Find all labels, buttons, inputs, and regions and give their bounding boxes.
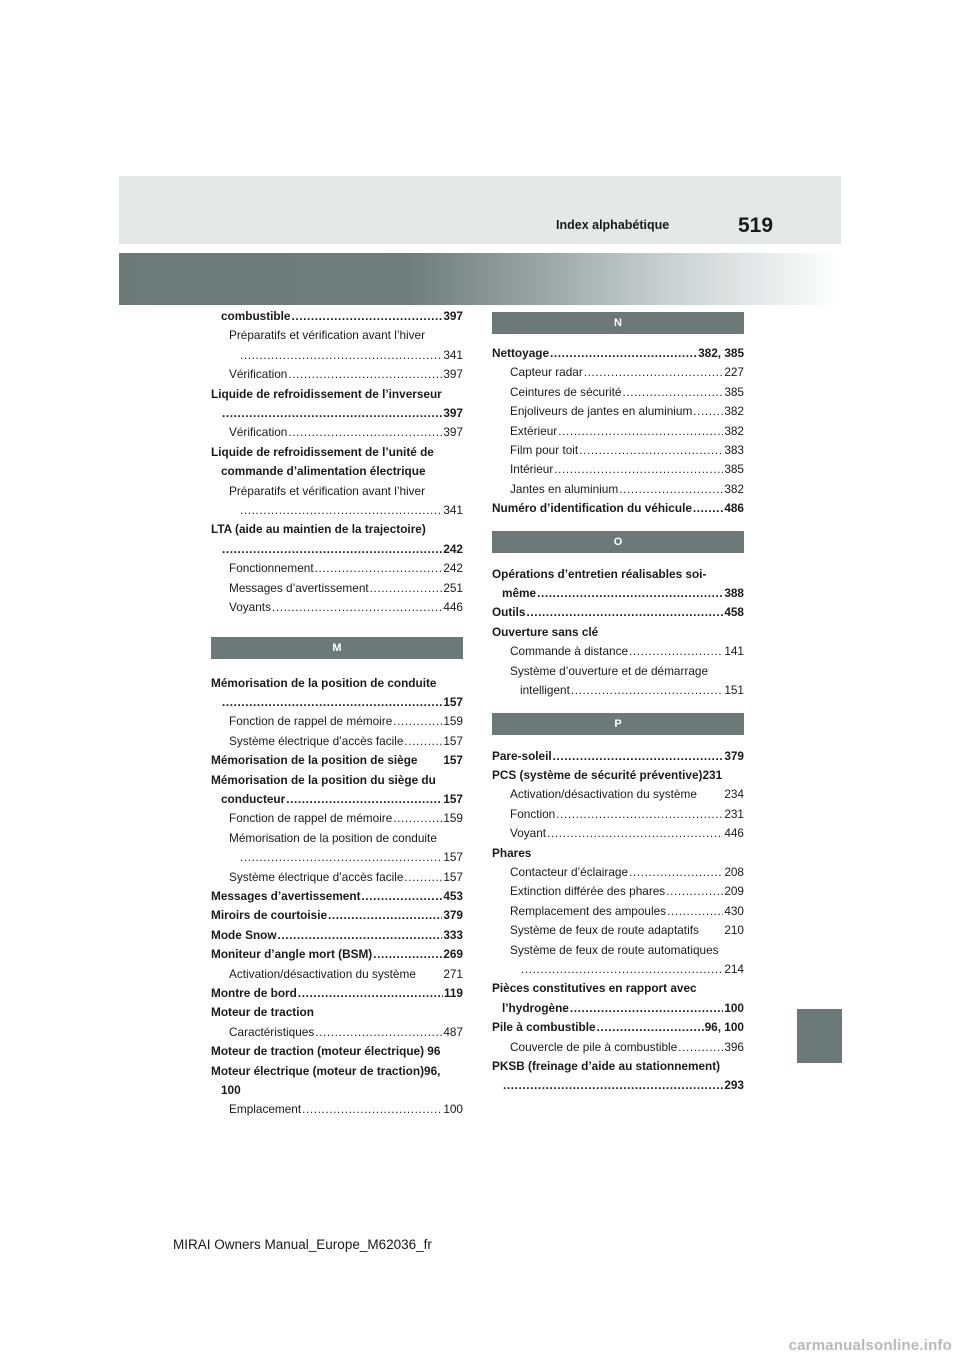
index-entry: ..... 242 — [211, 540, 463, 559]
index-entry: Moteur de traction — [211, 1005, 314, 1020]
index-entry: Couvercle de pile à combustible ..... 396 — [492, 1038, 744, 1057]
index-entry: ..... 341 — [211, 501, 463, 520]
section-header-n: N — [492, 312, 744, 334]
index-entry: Miroirs de courtoisie ..... 379 — [211, 906, 463, 925]
index-entry: ..... 293 — [492, 1076, 744, 1095]
index-entry: Ouverture sans clé — [492, 624, 599, 639]
index-entry: Mémorisation de la position du siège du — [211, 772, 436, 787]
index-entry: Opérations d’entretien réalisables soi- — [492, 566, 707, 581]
index-entry: Activation/désactivation du système 234 — [510, 787, 744, 802]
index-entry: Outils ..... 458 — [492, 603, 744, 622]
index-entry: Système d’ouverture et de démarrage — [510, 663, 709, 678]
section-header-o: O — [492, 531, 744, 553]
index-entry: Pièces constitutives en rapport avec — [492, 981, 697, 996]
index-entry: Commande à distance ..... 141 — [492, 642, 744, 661]
index-entry: Remplacement des ampoules ..... 430 — [492, 902, 744, 921]
index-entry: Extinction différée des phares ..... 209 — [492, 882, 744, 901]
index-entry: conducteur ..... 157 — [211, 790, 463, 809]
footer-text: MIRAI Owners Manual_Europe_M62036_fr — [173, 1237, 432, 1252]
index-entry: Liquide de refroidissement de l’unité de — [211, 444, 434, 459]
index-entry: Fonctionnement ..... 242 — [211, 559, 463, 578]
index-entry: Système de feux de route adaptatifs 210 — [510, 923, 744, 938]
index-entry: PCS (système de sécurité préventive)231 — [492, 767, 723, 782]
index-entry: Activation/désactivation du système 271 — [229, 966, 463, 981]
index-entry: même ..... 388 — [492, 584, 744, 603]
index-entry: Mémorisation de la position de siège 157 — [211, 753, 463, 768]
header-bar — [119, 176, 841, 244]
index-entry: Numéro d’identification du véhicule ..... 486 — [492, 499, 744, 518]
index-entry: Jantes en aluminium ..... 382 — [492, 480, 744, 499]
index-entry: Montre de bord ..... 119 — [211, 984, 463, 1003]
index-entry: Mémorisation de la position de conduite — [229, 830, 437, 845]
index-entry: l’hydrogène ..... 100 — [492, 999, 744, 1018]
index-entry: Préparatifs et vérification avant l’hiver — [229, 328, 426, 343]
index-entry: Système électrique d’accès facile ..... 157 — [211, 868, 463, 887]
section-header-p: P — [492, 713, 744, 735]
index-entry: Fonction de rappel de mémoire ..... 159 — [211, 809, 463, 828]
index-entry: Mode Snow ..... 333 — [211, 926, 463, 945]
index-entry: Intérieur ..... 385 — [492, 460, 744, 479]
index-entry: Liquide de refroidissement de l’inverseur — [211, 386, 442, 401]
index-entry: Mémorisation de la position de conduite — [211, 675, 437, 690]
index-entry: PKSB (freinage d’aide au stationnement) — [492, 1059, 721, 1073]
watermark: carmanualsonline.info — [788, 1337, 952, 1354]
header-gradient-band — [119, 253, 841, 305]
index-entry: Vérification ..... 397 — [211, 365, 463, 384]
index-entry: 100 — [221, 1083, 241, 1098]
index-entry: Caractéristiques ..... 487 — [211, 1023, 463, 1042]
index-entry: Préparatifs et vérification avant l’hiver — [229, 483, 426, 498]
index-entry: Moteur de traction (moteur électrique) 96 — [211, 1044, 441, 1059]
index-entry: ..... 341 — [211, 346, 463, 365]
index-entry: ..... 157 — [211, 848, 463, 867]
index-column-left — [211, 307, 463, 1120]
index-entry: ..... 397 — [211, 404, 463, 423]
index-entry: Moniteur d’angle mort (BSM) ..... 269 — [211, 945, 463, 964]
index-entry: ..... 157 — [211, 693, 463, 712]
index-entry: Contacteur d’éclairage ..... 208 — [492, 863, 744, 882]
index-entry: Vérification ..... 397 — [211, 423, 463, 442]
index-entry: commande d’alimentation électrique — [221, 464, 426, 479]
index-entry: Ceintures de sécurité ..... 385 — [492, 383, 744, 402]
index-entry: Extérieur ..... 382 — [492, 422, 744, 441]
index-entry: Pile à combustible ..... 96, 100 — [492, 1018, 744, 1037]
chapter-side-tab — [797, 1009, 842, 1063]
index-entry: combustible ..... 397 — [211, 307, 463, 326]
header-title: Index alphabétique — [556, 218, 670, 232]
index-entry: Film pour toit ..... 383 — [492, 441, 744, 460]
index-entry: Capteur radar ..... 227 — [492, 363, 744, 382]
index-entry: Enjoliveurs de jantes en aluminium ..... 382 — [492, 402, 744, 421]
index-entry: Voyants ..... 446 — [211, 598, 463, 617]
index-entry: Messages d’avertissement ..... 453 — [211, 887, 463, 906]
index-column-right — [492, 312, 744, 1096]
index-entry: Fonction de rappel de mémoire ..... 159 — [211, 712, 463, 731]
index-entry: ..... 214 — [492, 960, 744, 979]
index-entry: Emplacement ..... 100 — [211, 1100, 463, 1119]
index-entry: Phares — [492, 845, 532, 860]
index-entry: intelligent ..... 151 — [492, 681, 744, 700]
index-entry: Fonction ..... 231 — [492, 805, 744, 824]
index-entry: Pare-soleil ..... 379 — [492, 747, 744, 766]
index-entry: Messages d’avertissement ..... 251 — [211, 579, 463, 598]
index-entry: Système électrique d’accès facile ..... 157 — [211, 732, 463, 751]
index-entry: Système de feux de route automatiques — [510, 942, 719, 957]
index-entry: LTA (aide au maintien de la trajectoire) — [211, 522, 426, 537]
page-number: 519 — [738, 214, 774, 237]
index-entry: Voyant ..... 446 — [492, 824, 744, 843]
index-entry: Moteur électrique (moteur de traction)96, — [211, 1063, 441, 1078]
section-header-m: M — [211, 637, 463, 659]
index-entry: Nettoyage ..... 382, 385 — [492, 344, 744, 363]
